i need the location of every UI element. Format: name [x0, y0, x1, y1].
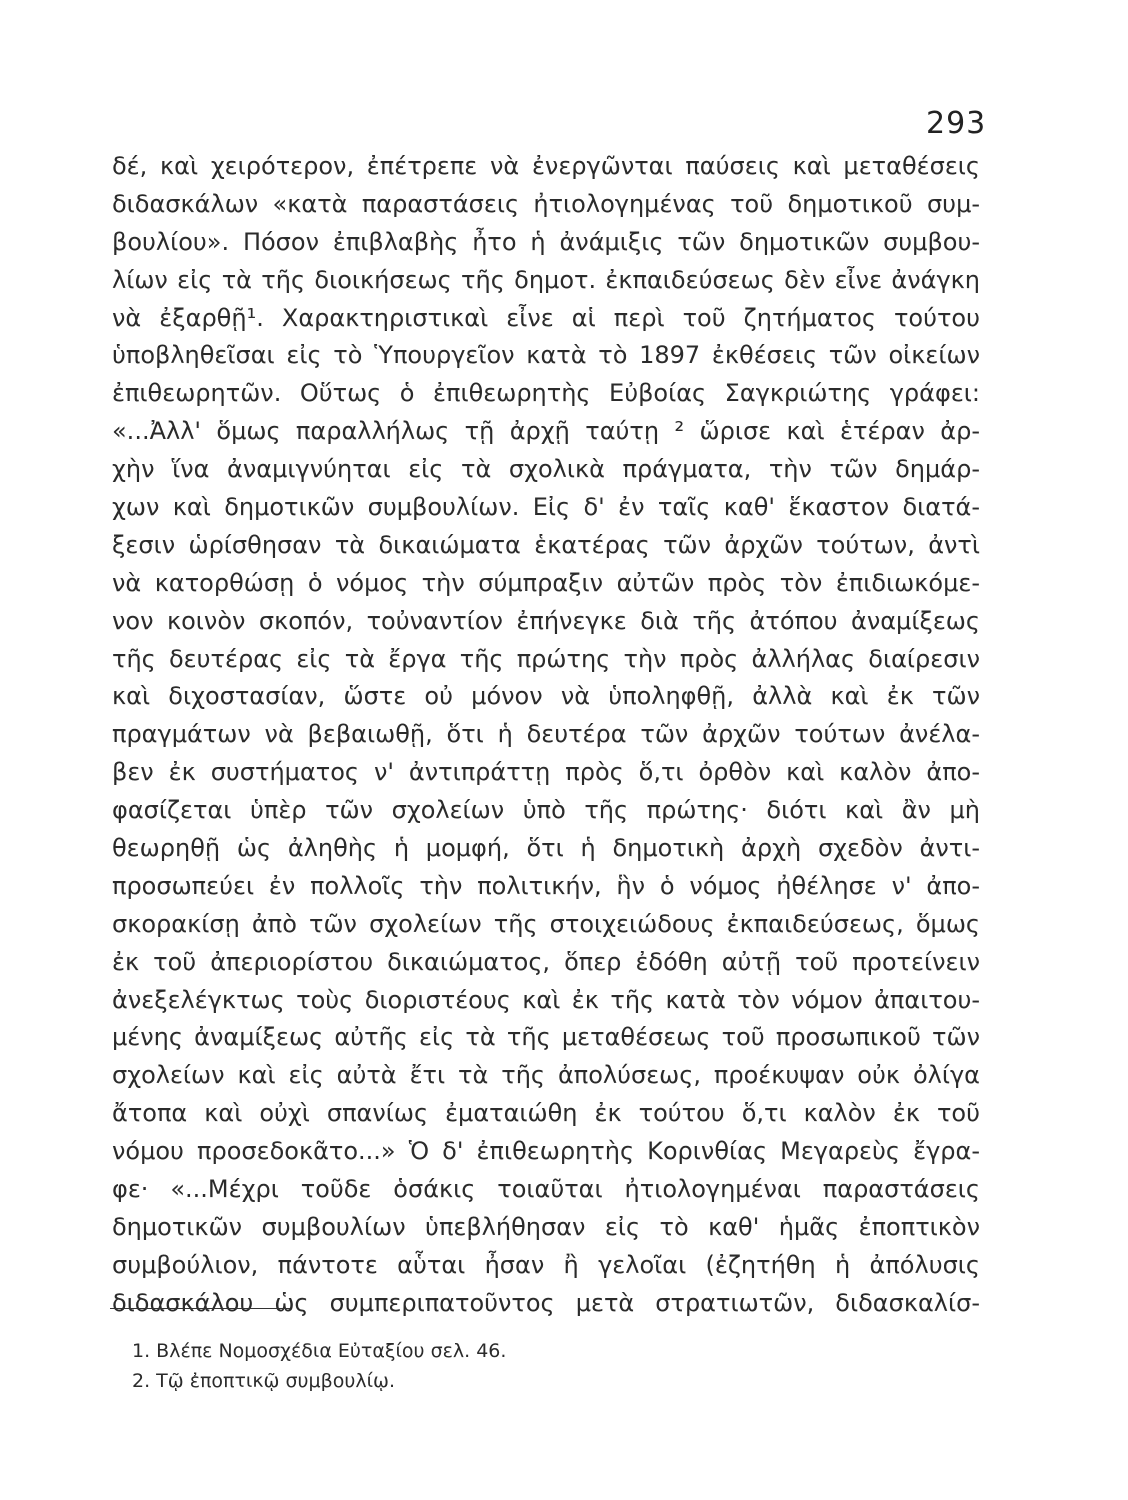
text-line: διδασκάλου ὡς συμπεριπατοῦντος μετὰ στρατιωτῶν, διδασκαλίσ- — [112, 1288, 980, 1317]
text-line: καὶ διχοστασίαν, ὥστε οὐ μόνον νὰ ὑποληφθῇ, ἀλλὰ καὶ ἐκ τῶν — [112, 682, 980, 711]
text-line: χων καὶ δημοτικῶν συμβουλίων. Εἰς δ' ἐν ταῖς καθ' ἕκαστον διατά- — [112, 493, 980, 522]
text-line: χὴν ἵνα ἀναμιγνύηται εἰς τὰ σχολικὰ πράγματα, τὴν τῶν δημάρ- — [112, 455, 980, 484]
footnote-divider — [110, 1308, 290, 1309]
text-line: νὰ κατορθώσῃ ὁ νόμος τὴν σύμπραξιν αὐτῶν πρὸς τὸν ἐπιδιωκόμε- — [112, 568, 980, 597]
text-line: σχολείων καὶ εἰς αὐτὰ ἔτι τὰ τῆς ἀπολύσεως, προέκυψαν οὐκ ὀλίγα — [112, 1061, 980, 1090]
text-line: δέ, καὶ χειρότερον, ἐπέτρεπε νὰ ἐνεργῶνται παύσεις καὶ μεταθέσεις — [112, 152, 980, 180]
text-line: βουλίου». Πόσον ἐπιβλαβὴς ἦτο ἡ ἀνάμιξις τῶν δημοτικῶν συμβου- — [112, 227, 980, 256]
text-line: τῆς δευτέρας εἰς τὰ ἔργα τῆς πρώτης τὴν πρὸς ἀλλήλας διαίρεσιν — [112, 644, 980, 673]
text-line: σκορακίσῃ ἀπὸ τῶν σχολείων τῆς στοιχειώδους ἐκπαιδεύσεως, ὅμως — [112, 909, 980, 938]
page-number: 293 — [926, 106, 987, 141]
text-line: φασίζεται ὑπὲρ τῶν σχολείων ὑπὸ τῆς πρώτης· διότι καὶ ἂν μὴ — [112, 796, 980, 825]
text-line: δημοτικῶν συμβουλίων ὑπεβλήθησαν εἰς τὸ καθ' ἡμᾶς ἐποπτικὸν — [112, 1212, 980, 1241]
text-line: νὰ ἐξαρθῇ¹. Χαρακτηριστικαὶ εἶνε αἱ περὶ τοῦ ζητήματος τούτου — [112, 303, 980, 332]
text-line: ἐκ τοῦ ἀπεριορίστου δικαιώματος, ὅπερ ἐδόθη αὐτῇ τοῦ προτείνειν — [112, 947, 980, 976]
footnotes — [132, 1336, 732, 1396]
text-line: λίων εἰς τὰ τῆς διοικήσεως τῆς δημοτ. ἐκπαιδεύσεως δὲν εἶνε ἀνάγκη — [112, 265, 980, 294]
text-line: μένης ἀναμίξεως αὐτῆς εἰς τὰ τῆς μεταθέσεως τοῦ προσωπικοῦ τῶν — [112, 1023, 980, 1052]
body-text — [112, 148, 980, 1323]
text-line: νον κοινὸν σκοπόν, τοὐναντίον ἐπήνεγκε διὰ τῆς ἀτόπου ἀναμίξεως — [112, 606, 980, 635]
text-line: βεν ἐκ συστήματος ν' ἀντιπράττῃ πρὸς ὅ,τι ὀρθὸν καὶ καλὸν ἀπο- — [112, 758, 980, 787]
footnote: 2. Τῷ ἐποπτικῷ συμβουλίῳ. — [132, 1370, 396, 1392]
text-line: «...Ἀλλ' ὅμως παραλλήλως τῇ ἀρχῇ ταύτῃ ² ὥρισε καὶ ἑτέραν ἀρ- — [112, 417, 980, 446]
text-line: θεωρηθῇ ὡς ἀληθὴς ἡ μομφή, ὅτι ἡ δημοτικὴ ἀρχὴ σχεδὸν ἀντι- — [112, 834, 980, 863]
text-line: πραγμάτων νὰ βεβαιωθῇ, ὅτι ἡ δευτέρα τῶν ἀρχῶν τούτων ἀνέλα- — [112, 720, 980, 749]
text-line: ἀνεξελέγκτως τοὺς διοριστέους καὶ ἐκ τῆς κατὰ τὸν νόμον ἀπαιτου- — [112, 985, 980, 1014]
text-line: συμβούλιον, πάντοτε αὗται ἦσαν ἢ γελοῖαι (ἐζητήθη ἡ ἀπόλυσις — [112, 1250, 980, 1279]
footnote: 1. Βλέπε Νομοσχέδια Εὐταξίου σελ. 46. — [132, 1340, 507, 1362]
text-line: ὑποβληθεῖσαι εἰς τὸ Ὑπουργεῖον κατὰ τὸ 1897 ἐκθέσεις τῶν οἰκείων — [112, 341, 980, 370]
text-line: ξεσιν ὡρίσθησαν τὰ δικαιώματα ἑκατέρας τῶν ἀρχῶν τούτων, ἀντὶ — [112, 530, 980, 559]
text-line: νόμου προσεδοκᾶτο...» Ὁ δ' ἐπιθεωρητὴς Κορινθίας Μεγαρεὺς ἔγρα- — [112, 1137, 980, 1166]
text-line: ἄτοπα καὶ οὐχὶ σπανίως ἐματαιώθη ἐκ τούτου ὅ,τι καλὸν ἐκ τοῦ — [112, 1099, 980, 1128]
text-line: ἐπιθεωρητῶν. Οὕτως ὁ ἐπιθεωρητὴς Εὐβοίας Σαγκριώτης γράφει: — [112, 379, 980, 408]
text-line: φε· «...Μέχρι τοῦδε ὁσάκις τοιαῦται ἠτιολογημέναι παραστάσεις — [112, 1175, 980, 1204]
text-line: προσωπεύει ἐν πολλοῖς τὴν πολιτικήν, ἣν ὁ νόμος ἠθέλησε ν' ἀπο- — [112, 871, 980, 900]
text-line: διδασκάλων «κατὰ παραστάσεις ἠτιολογημένας τοῦ δημοτικοῦ συμ- — [112, 189, 980, 218]
